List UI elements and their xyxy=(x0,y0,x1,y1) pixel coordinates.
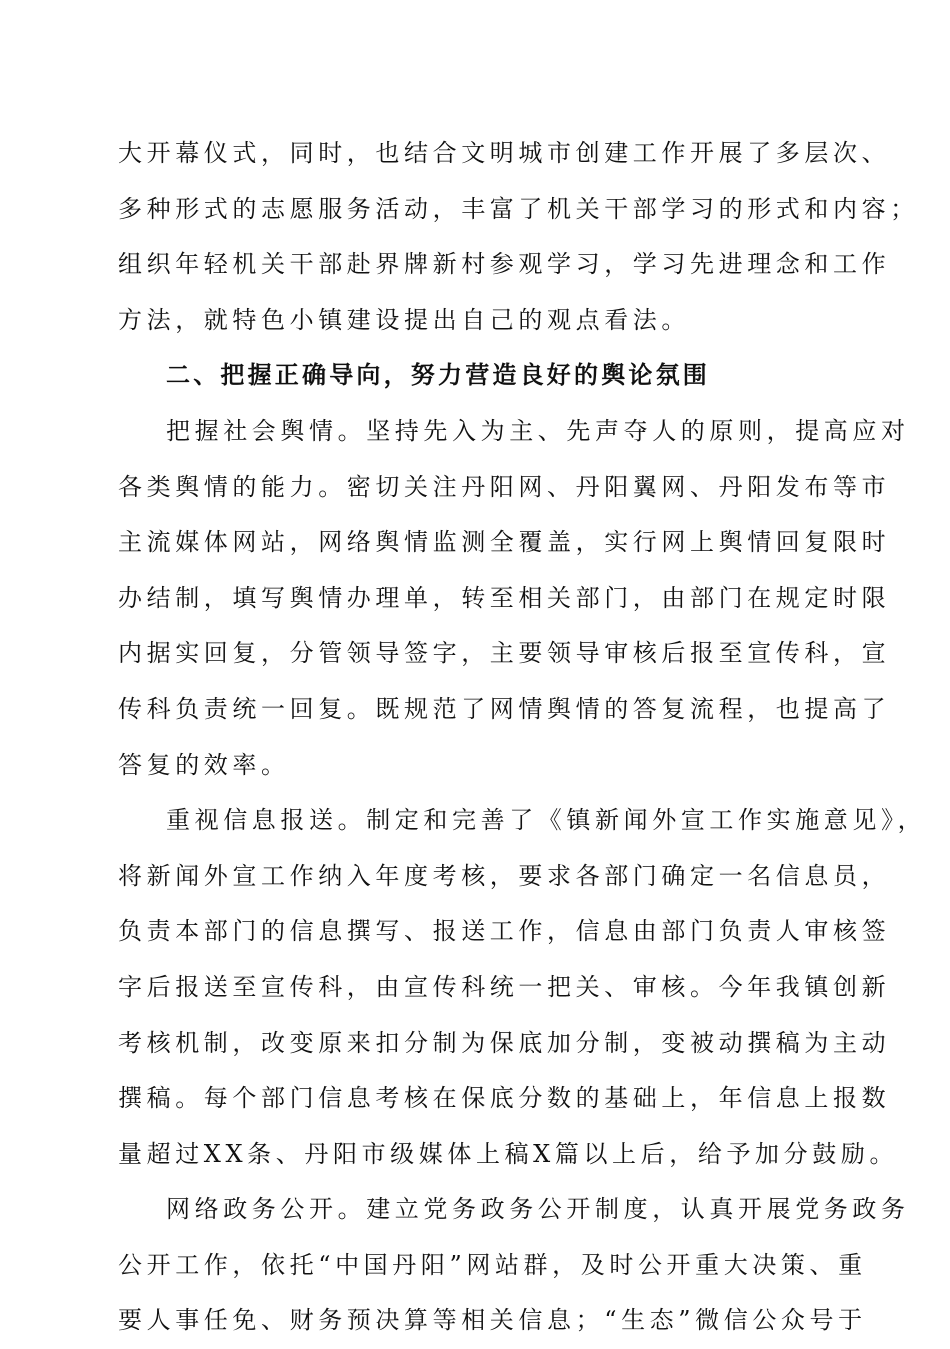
text-line: 字后报送至宣传科，由宣传科统一把关、审核。今年我镇创新 xyxy=(118,972,891,1001)
text-line: 各类舆情的能力。密切关注丹阳网、丹阳翼网、丹阳发布等市 xyxy=(118,472,891,501)
text-line: 大开幕仪式，同时，也结合文明城市创建工作开展了多层次、 xyxy=(118,139,891,167)
paragraph-continuation xyxy=(118,126,919,348)
text-line: 组织年轻机关干部赴界牌新村参观学习，学习先进理念和工作 xyxy=(118,250,891,279)
text-line: 传科负责统一回复。既规范了网情舆情的答复流程，也提高了 xyxy=(118,694,891,723)
text-line: 内据实回复，分管领导签字，主要领导审核后报至宣传科，宣 xyxy=(118,639,891,668)
document-body xyxy=(118,126,927,1349)
text-line: 公开工作，依托“中国丹阳”网站群，及时公开重大决策、重 xyxy=(118,1250,867,1279)
heading-line: 二、把握正确导向，努力营造良好的舆论氛围 xyxy=(166,361,710,390)
text-line: 网络政务公开。建立党务政务公开制度，认真开展党务政务 xyxy=(166,1195,910,1224)
paragraph-information-reporting xyxy=(118,793,927,1182)
text-line: 量超过XX条、丹阳市级媒体上稿X篇以上后，给予加分鼓励。 xyxy=(118,1139,899,1168)
paragraph-government-affairs xyxy=(118,1182,910,1349)
section-heading xyxy=(118,348,838,404)
text-line: 重视信息报送。制定和完善了《镇新闻外宣工作实施意见》， xyxy=(166,806,927,835)
text-line: 将新闻外宣工作纳入年度考核，要求各部门确定一名信息员， xyxy=(118,861,891,890)
text-line: 方法，就特色小镇建设提出自己的观点看法。 xyxy=(118,305,690,334)
text-line: 撰稿。每个部门信息考核在保底分数的基础上，年信息上报数 xyxy=(118,1084,891,1113)
text-line: 办结制，填写舆情办理单，转至相关部门，由部门在规定时限 xyxy=(118,583,891,612)
text-line: 要人事任免、财务预决算等相关信息；“生态”微信公众号于 xyxy=(118,1306,867,1335)
text-line: 负责本部门的信息撰写、报送工作，信息由部门负责人审核签 xyxy=(118,917,891,946)
text-line: 答复的效率。 xyxy=(118,750,290,779)
text-line: 把握社会舆情。坚持先入为主、先声夺人的原则，提高应对 xyxy=(166,416,910,445)
text-line: 多种形式的志愿服务活动，丰富了机关干部学习的形式和内容； xyxy=(118,194,919,223)
text-line: 主流媒体网站，网络舆情监测全覆盖，实行网上舆情回复限时 xyxy=(118,528,891,557)
text-line: 考核机制，改变原来扣分制为保底加分制，变被动撰稿为主动 xyxy=(118,1028,891,1057)
paragraph-public-opinion xyxy=(118,404,910,793)
